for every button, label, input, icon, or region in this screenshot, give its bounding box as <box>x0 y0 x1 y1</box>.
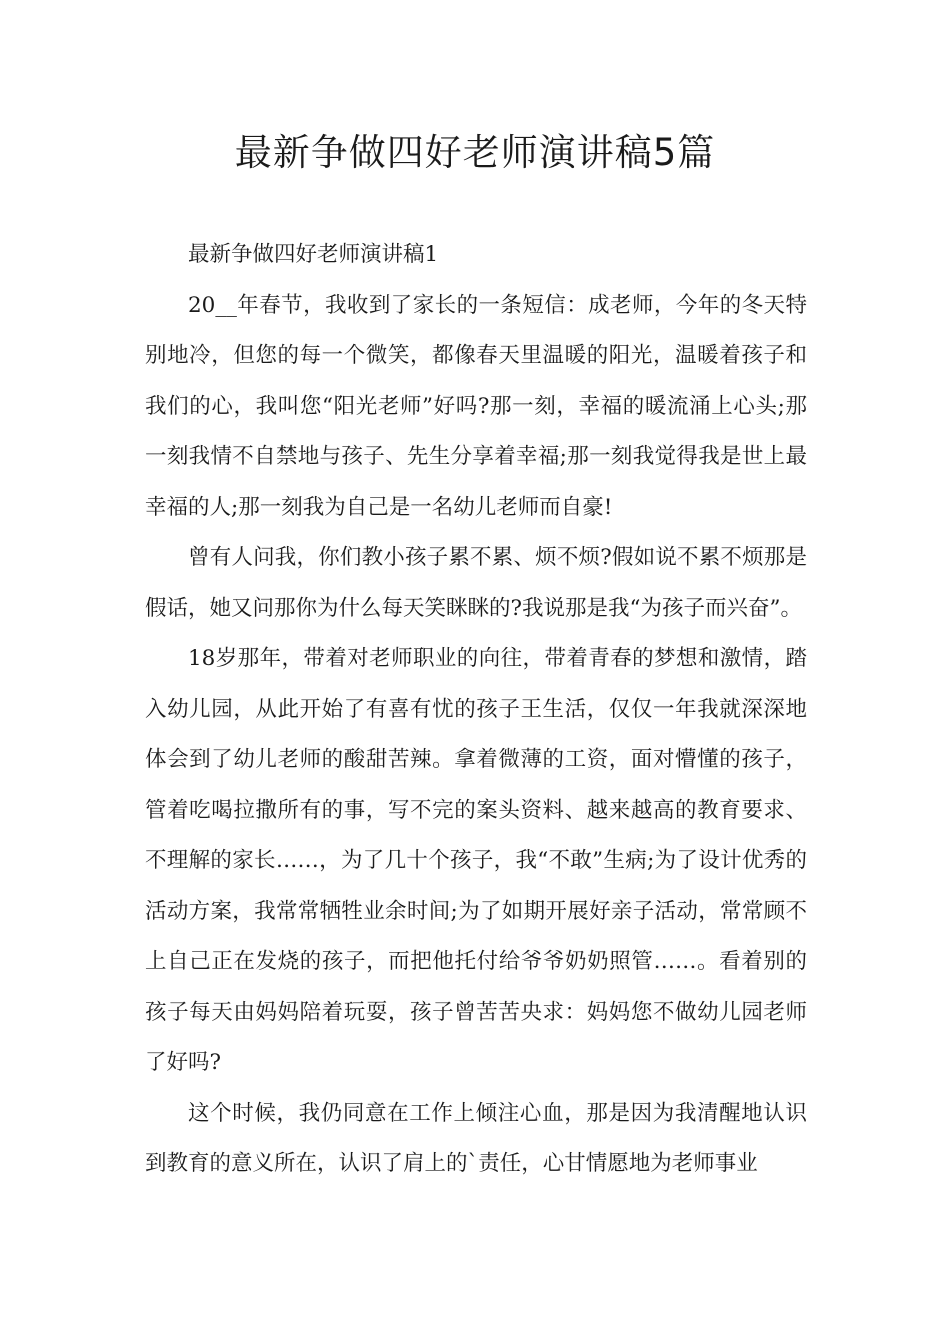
paragraph: 曾有人问我，你们教小孩子累不累、烦不烦?假如说不累不烦那是假话，她又问那你为什么每天笑眯眯的?我说那是我“为孩子而兴奋”。 <box>145 545 807 621</box>
document-title: 最新争做四好老师演讲稿5篇 <box>234 131 716 174</box>
document-body <box>145 230 807 1190</box>
section-heading: 最新争做四好老师演讲稿1 <box>188 242 439 267</box>
paragraph: 20__年春节，我收到了家长的一条短信：成老师，今年的冬天特别地冷，但您的每一个微笑，都像春天里温暖的阳光，温暖着孩子和我们的心，我叫您“阳光老师”好吗?那一刻，幸福的暖流涌上心头;那一刻我情不自禁地与孩子、先生分享着幸福;那一刻我觉得我是世上最幸福的人;那一刻我为自己是一名幼儿老师而自豪! <box>145 292 807 520</box>
paragraph: 18岁那年，带着对老师职业的向往，带着青春的梦想和激情，踏入幼儿园，从此开始了有喜有忧的孩子王生活，仅仅一年我就深深地体会到了幼儿老师的酸甜苦辣。拿着微薄的工资，面对懵懂的孩子，管着吃喝拉撒所有的事，写不完的案头资料、越来越高的教育要求、不理解的家长……，为了几十个孩子，我“不敢”生病;为了设计优秀的活动方案，我常常牺牲业余时间;为了如期开展好亲子活动，常常顾不上自己正在发烧的孩子，而把他托付给爷爷奶奶照管……。看着别的孩子每天由妈妈陪着玩耍，孩子曾苦苦央求：妈妈您不做幼儿园老师了好吗? <box>145 646 807 1075</box>
paragraph: 这个时候，我仍同意在工作上倾注心血，那是因为我清醒地认识到教育的意义所在，认识了肩上的`责任，心甘情愿地为老师事业 <box>145 1100 807 1176</box>
